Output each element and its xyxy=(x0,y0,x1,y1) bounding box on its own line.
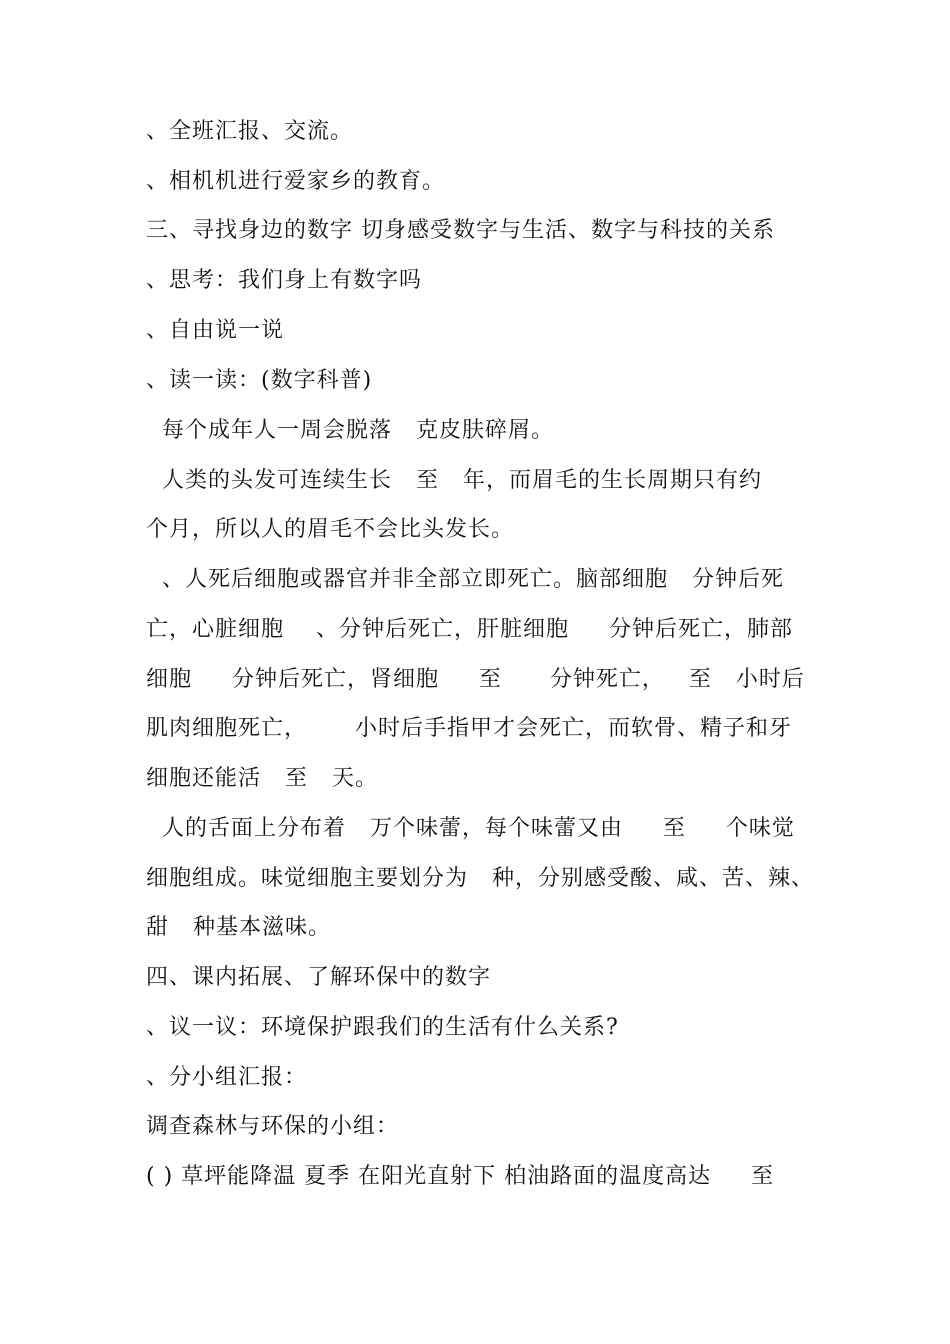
text-line-9: 个月，所以人的眉毛不会比头发长。 xyxy=(146,517,515,542)
text-line-15: 人的舌面上分布着 万个味蕾，每个味蕾又由 至 个味觉 xyxy=(146,816,795,841)
text-line-4: 、思考：我们身上有数字吗 xyxy=(146,268,423,293)
text-line-5: 、自由说一说 xyxy=(146,318,285,343)
text-line-6: 、读一读：(数字科普) xyxy=(146,368,373,393)
text-line-13: 肌肉细胞死亡， 小时后手指甲才会死亡，而软骨、精子和牙 xyxy=(146,716,792,741)
text-line-1: 、全班汇报、交流。 xyxy=(146,119,354,144)
text-line-19: 、议一议：环境保护跟我们的生活有什么关系? xyxy=(146,1015,619,1040)
text-line-14: 细胞还能活 至 天。 xyxy=(146,766,378,791)
text-line-18: 四、课内拓展、了解环保中的数字 xyxy=(146,965,492,990)
text-line-16: 细胞组成。味觉细胞主要划分为 种，分别感受酸、咸、苦、辣、 xyxy=(146,866,814,891)
text-line-22: ( ) 草坪能降温 夏季 在阳光直射下 柏油路面的温度高达 至 xyxy=(146,1164,775,1189)
text-line-2: 、相机机进行爱家乡的教育。 xyxy=(146,169,446,194)
text-line-3: 三、寻找身边的数字 切身感受数字与生活、数字与科技的关系 xyxy=(146,218,775,243)
text-line-8: 人类的头发可连续生长 至 年，而眉毛的生长周期只有约 xyxy=(146,468,762,493)
text-line-17: 甜 种基本滋味。 xyxy=(146,915,331,940)
text-line-21: 调查森林与环保的小组： xyxy=(146,1114,400,1139)
text-line-10: 、人死后细胞或器官并非全部立即死亡。脑部细胞 分钟后死 xyxy=(146,567,784,592)
text-line-11: 亡，心脏细胞 、分钟后死亡，肝脏细胞 分钟后死亡，肺部 xyxy=(146,617,793,642)
text-line-20: 、分小组汇报： xyxy=(146,1065,308,1090)
text-line-12: 细胞 分钟后死亡，肾细胞 至 分钟死亡， 至 小时后 xyxy=(146,667,805,692)
text-line-7: 每个成年人一周会脱落 克皮肤碎屑。 xyxy=(146,418,554,443)
